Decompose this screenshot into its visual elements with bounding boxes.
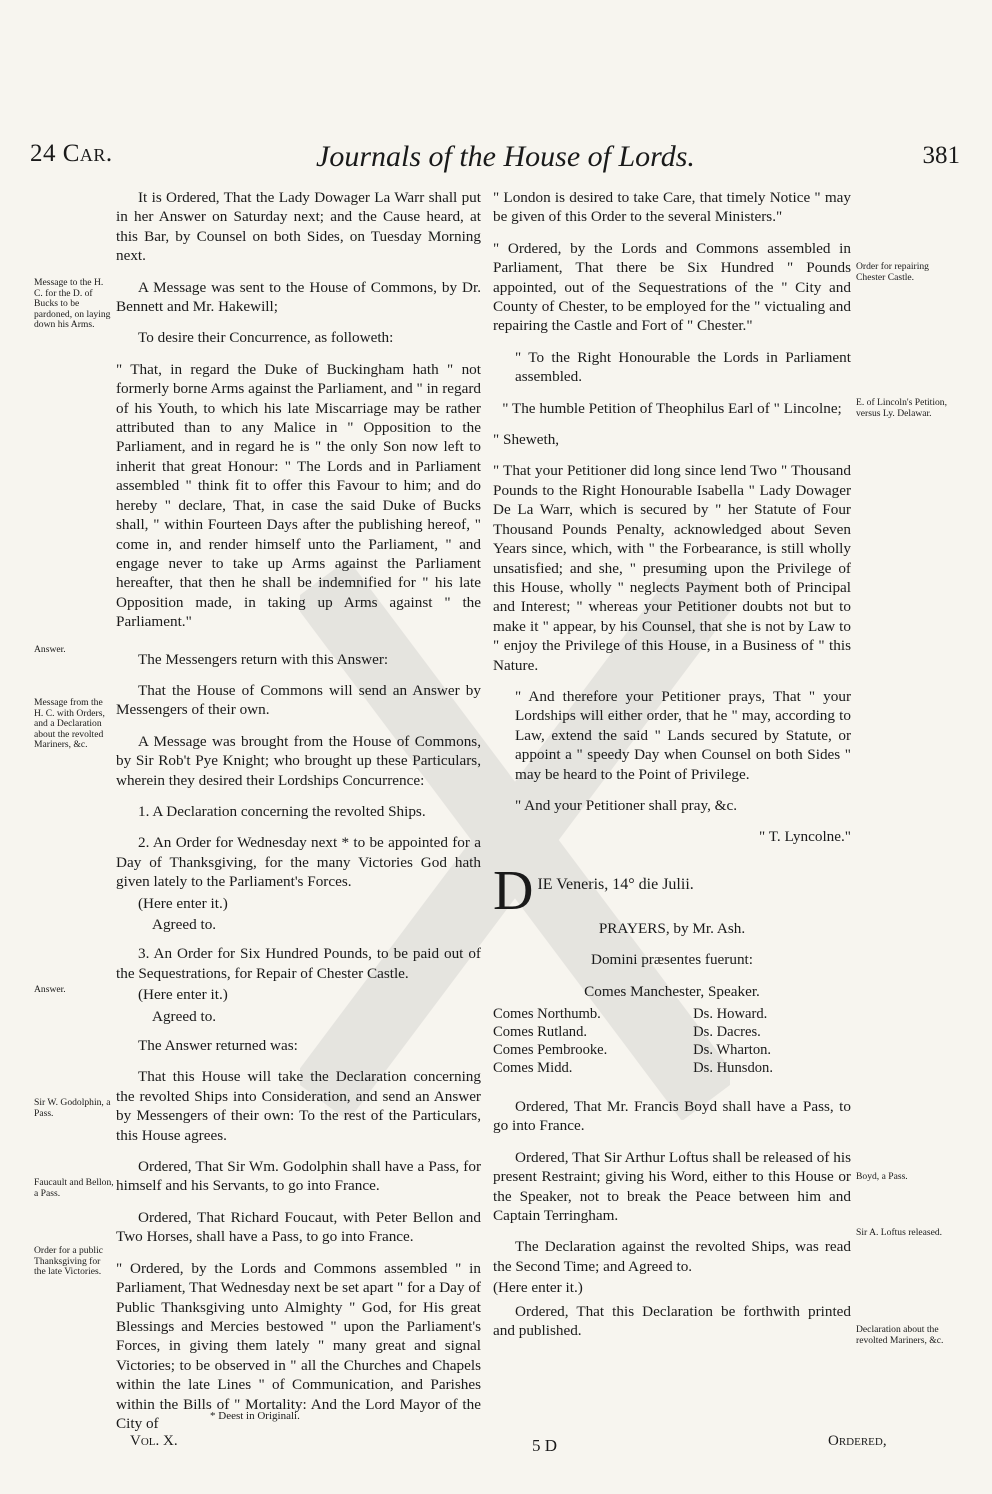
paragraph: Ordered, That Mr. Francis Boyd shall have a Pass, to go into France.	[493, 1098, 851, 1135]
paragraph: The Messengers return with this Answer:	[138, 650, 389, 668]
quoted-message: " That, in regard the Duke of Buckingham hath " not formerly borne Arms against the Parliament, and " in regard of his Youth, to which his late Miscarriage may be rather attributed than to any Malice in " Opposition to the Parliament, and in regard he is " the only Son now left to inherit that great Honour: " The Lords and in Parliament assembled " think fit to offer this Favour to him; and do hereby " declare, That, in case the said Duke of Bucks shall, " within Fourteen Days after the publishing hereof, " come in, and render himself unto the Parliament, " and engage never to take up Arms against the Parliament hereafter, that then he shall be indemnified for " his late Opposition made, in taking up Arms against " the Parliament."	[116, 360, 481, 631]
name-entry: Ds. Hunsdon.	[693, 1060, 773, 1076]
paragraph: The Declaration against the revolted Ships, was read the Second Time; and Agreed to.	[493, 1238, 851, 1275]
regnal-year: 24 Car.	[30, 140, 113, 167]
present-line: Domini præsentes fuerunt:	[591, 951, 753, 969]
petition-prayer: " And therefore your Petitioner prays, That " your Lordships will either order, that he " may, according to Law, extend the said " Lands secured by Statute, or appoint a " speedy Day when Counsel on both Sides " may be heard to the Point of Privilege.	[515, 687, 851, 783]
list-item: 1. A Declaration concerning the revolted Ships.	[138, 802, 426, 820]
margin-note: Faucault and Bellon, a Pass.	[34, 1177, 114, 1199]
paragraph: Ordered, That Richard Foucaut, with Peter Bellon and Two Horses, shall have a Pass, to go into France.	[116, 1208, 481, 1246]
margin-note: Order for a public Thanksgiving for the late Victories.	[34, 1245, 103, 1278]
petition-signature: " T. Lyncolne."	[759, 828, 851, 846]
earls-list	[493, 1005, 607, 1077]
prayers-line: PRAYERS, by Mr. Ash.	[598, 919, 746, 937]
signature-mark: 5 D	[532, 1436, 558, 1455]
petition-address: " To the Right Honourable the Lords in Parliament assembled.	[515, 348, 851, 386]
paragraph: That the House of Commons will send an Answer by Messengers of their own.	[116, 681, 481, 719]
drop-cap: D	[493, 859, 534, 922]
journal-title: Journals of the House of Lords.	[316, 140, 695, 173]
name-entry: Comes Northumb.	[493, 1006, 601, 1022]
paragraph: It is Ordered, That the Lady Dowager La Warr shall put in her Answer on Saturday next; and the Cause heard, at this Bar, by Counsel on both Sides, on Tuesday Morning next.	[116, 189, 481, 265]
agreed-note: Agreed to.	[152, 916, 217, 933]
paragraph: Ordered, That this Declaration be forthwith printed and published.	[493, 1302, 851, 1340]
name-entry: Ds. Dacres.	[693, 1024, 761, 1040]
paragraph: Ordered, That Sir Arthur Loftus shall be released of his present Restraint; giving his Word, either to this House or the Speaker, not to break the Peace between him and Captain Terringham.	[493, 1148, 851, 1225]
name-entry: Comes Rutland.	[493, 1024, 588, 1040]
enter-note: (Here enter it.)	[138, 894, 228, 912]
petition-close: " And your Petitioner shall pray, &c.	[515, 796, 738, 814]
margin-note: Answer.	[34, 984, 66, 995]
paragraph: To desire their Concurrence, as followeth:	[138, 329, 394, 347]
paragraph: The Answer returned was:	[138, 1037, 298, 1055]
page-header	[30, 140, 960, 180]
list-item: 2. An Order for Wednesday next * to be appointed for a Day of Thanksgiving, for the many Victories God hath given lately to the Parliament's Forces.	[116, 834, 481, 891]
margin-note: E. of Lincoln's Petition, versus Ly. Delawar.	[856, 397, 947, 419]
quoted-order: " Ordered, by the Lords and Commons assembled " in Parliament, That Wednesday next be set apart " for a Day of Public Thanksgiving unto Almighty " God, for His great Blessings and Mercies bestowed " upon the Parliament's Forces, in giving them lately " many great and signal Victories; to be observed in " all the Churches and Chapels within the late Lines " of Communication, and Parishes within the Bills of " Mortality: And the Lord Mayor of the City of	[116, 1259, 481, 1432]
name-entry: Ds. Howard.	[693, 1006, 768, 1022]
margin-note: Sir A. Loftus released.	[856, 1227, 943, 1238]
paragraph: That this House will take the Declaration concerning the revolted Ships into Consideration, and send an Answer by Messengers of their own: To the rest of the Particulars, this House agrees.	[116, 1068, 481, 1144]
agreed-note: Agreed to.	[152, 1007, 217, 1025]
attendance-list	[493, 1005, 773, 1077]
quoted-order: " Ordered, by the Lords and Commons assembled in Parliament, That there be Six Hundred " Pounds appointed, out of the Sequestrations of the " City and County of Chester, to be employed for the " victualing and repairing the Castle and Fort of " Chester."	[493, 239, 851, 335]
enter-note: (Here enter it.)	[493, 1279, 583, 1297]
paragraph: A Message was sent to the House of Commons, by Dr. Bennett and Mr. Hakewill;	[116, 278, 481, 316]
barons-list	[693, 1005, 773, 1077]
date-heading	[493, 859, 851, 922]
paragraph: A Message was brought from the House of Commons, by Sir Rob't Pye Knight; who brought up these Particulars, wherein they desired their Lordships Concurrence:	[116, 732, 481, 789]
margin-note: Declaration about the revolted Mariners, &c.	[856, 1324, 944, 1346]
margin-note: Message to the H. C. for the D. of Bucks to be pardoned, on laying down his Arms.	[34, 277, 111, 331]
list-item: 3. An Order for Six Hundred Pounds, to be paid out of the Sequestrations, for Repair of Chester Castle.	[116, 945, 481, 982]
paragraph: Ordered, That Sir Wm. Godolphin shall have a Pass, for himself and his Servants, to go into France.	[116, 1158, 481, 1195]
catchword: Ordered,	[828, 1433, 887, 1449]
volume-number: Vol. X.	[130, 1433, 178, 1449]
petition-sheweth: " Sheweth,	[493, 431, 560, 449]
name-entry: Comes Pembrooke.	[493, 1042, 608, 1058]
paragraph: " London is desired to take Care, that timely Notice " may be given of this Order to the several Ministers."	[493, 189, 851, 226]
name-entry: Ds. Wharton.	[693, 1042, 772, 1058]
margin-note: Boyd, a Pass.	[856, 1171, 908, 1182]
enter-note: (Here enter it.)	[138, 986, 228, 1004]
name-entry: Comes Midd.	[493, 1060, 573, 1076]
right-column	[493, 188, 851, 1352]
petition-body: " That your Petitioner did long since lend Two " Thousand Pounds to the Right Honourable Isabella " Lady Dowager De La Warr, which is secured by " her Statute of Four Thousand Pounds Penalty, acknowledged about Seven Years since, which, with " the Forbearance, is still wholly unsatisfied; and she, " presuming upon the Privilege of this House, wholly " neglects Payment both of Principal and Interest; " whereas your Petitioner doubts not but to make it " appear, by his Counsel, that she is not by Law to " enjoy the Privilege of this House, in a Business of " this Nature.	[493, 462, 851, 674]
footnote: * Deest in Originali.	[210, 1410, 300, 1422]
margin-note: Message from the H. C. with Orders, and a Declaration about the revolted Mariners, &c.	[34, 697, 105, 751]
date-line: IE Veneris, 14° die Julii.	[537, 875, 694, 893]
petition-title: " The humble Petition of Theophilus Earl of " Lincolne;	[502, 399, 842, 417]
margin-note: Answer.	[34, 644, 66, 655]
speaker-line: Comes Manchester, Speaker.	[584, 982, 760, 1000]
margin-note: Sir W. Godolphin, a Pass.	[34, 1097, 111, 1119]
page-number: 381	[922, 142, 960, 169]
margin-note: Order for repairing Chester Castle.	[856, 261, 929, 283]
left-column	[116, 188, 481, 1445]
